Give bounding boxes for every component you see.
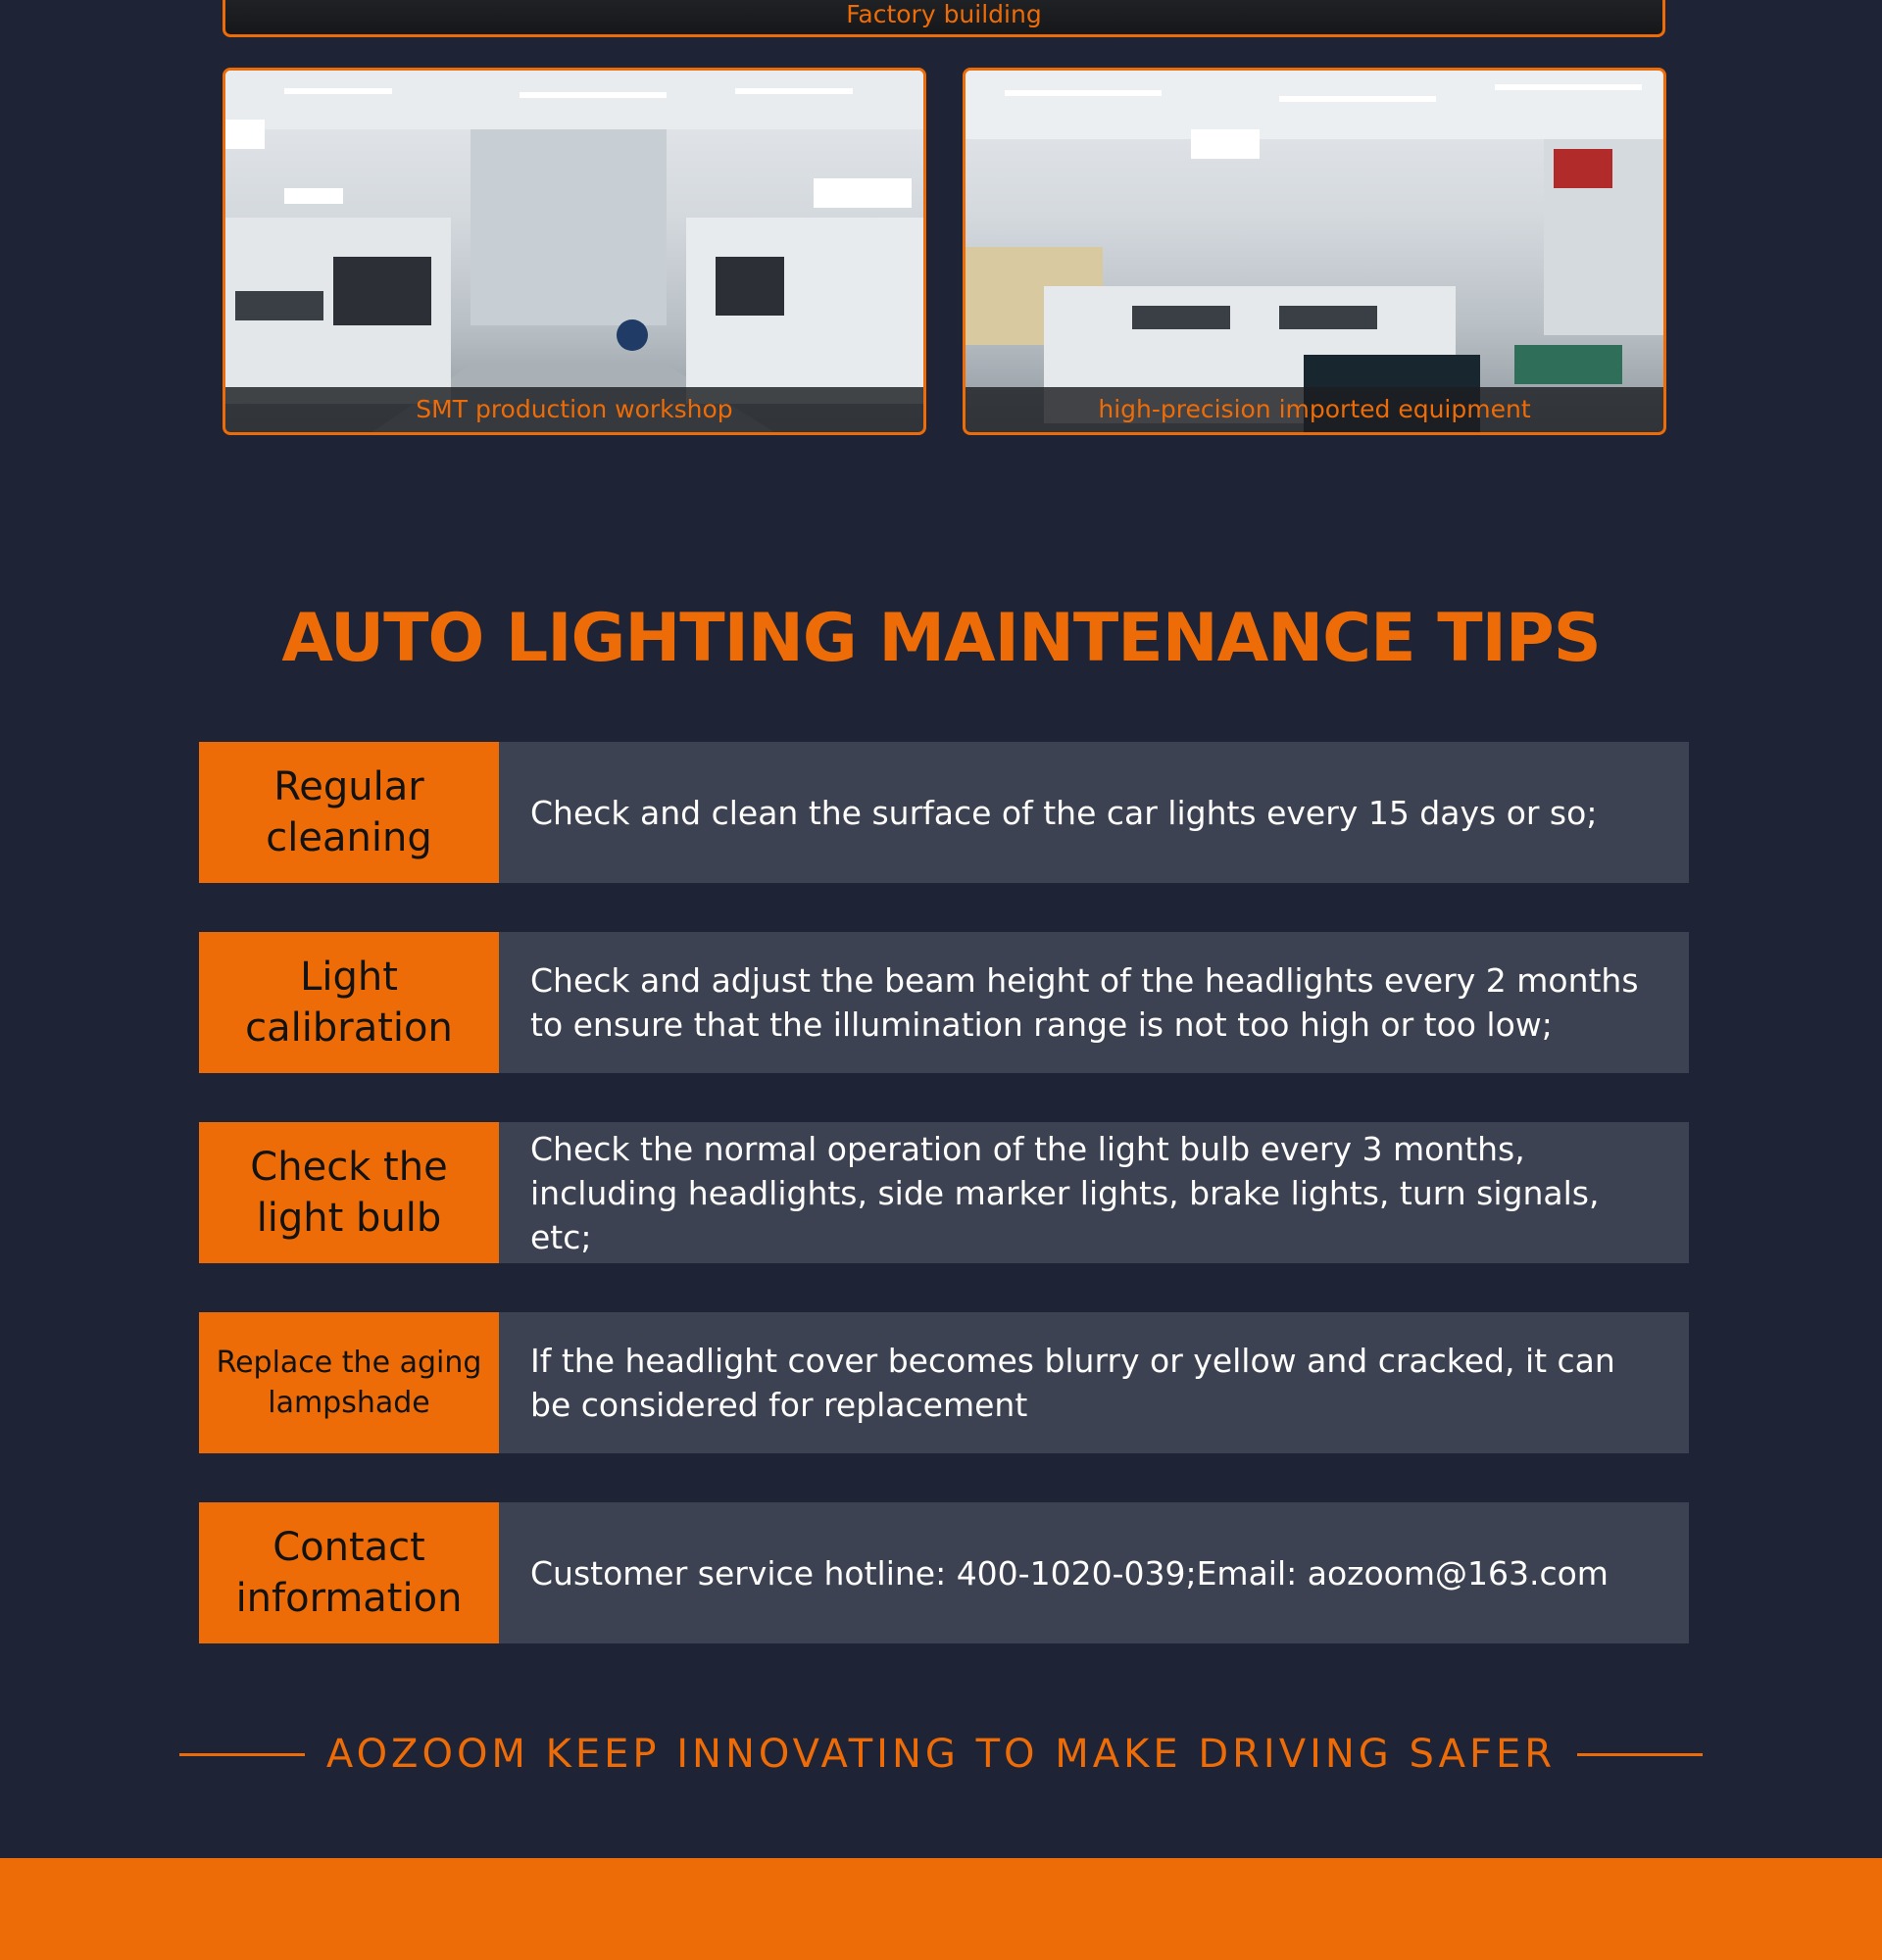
tip-description: Check and adjust the beam height of the headlights every 2 months to ensure that the illumination range is not too high or too low; [499, 932, 1689, 1073]
tip-label: Check the light bulb [199, 1122, 499, 1263]
equipment-photo [963, 68, 1666, 435]
footer-accent-bar [0, 1858, 1882, 1960]
smt-workshop-photo [223, 68, 926, 435]
tip-label: Replace the aging lampshade [199, 1312, 499, 1453]
tip-description: If the headlight cover becomes blurry or yellow and cracked, it can be considered for replacement [499, 1312, 1689, 1453]
photo-caption: Factory building [846, 0, 1042, 28]
slogan-divider-right [1577, 1753, 1703, 1756]
photo-caption: SMT production workshop [225, 387, 923, 432]
section-title: AUTO LIGHTING MAINTENANCE TIPS [281, 600, 1601, 677]
tip-description: Check and clean the surface of the car lights every 15 days or so; [499, 742, 1689, 883]
tip-label: Light calibration [199, 932, 499, 1073]
tip-row-regular-cleaning [199, 742, 1689, 883]
slogan [0, 1730, 1882, 1779]
tip-label: Regular cleaning [199, 742, 499, 883]
tip-row-light-calibration [199, 932, 1689, 1073]
tip-description: Customer service hotline: 400-1020-039;Email: aozoom@163.com [499, 1502, 1689, 1643]
equipment-illustration [966, 71, 1663, 432]
tip-row-contact-information [199, 1502, 1689, 1643]
workshop-illustration [225, 71, 923, 432]
tip-row-replace-lampshade [199, 1312, 1689, 1453]
photo-caption: high-precision imported equipment [966, 387, 1663, 432]
slogan-text: AOZOOM KEEP INNOVATING TO MAKE DRIVING SAFER [325, 1732, 1557, 1777]
factory-building-photo [223, 0, 1665, 37]
tip-row-check-bulb [199, 1122, 1689, 1263]
tip-description: Check the normal operation of the light bulb every 3 months, including headlights, side marker lights, brake lights, turn signals, etc; [499, 1122, 1689, 1263]
tip-label: Contact information [199, 1502, 499, 1643]
slogan-divider-left [179, 1753, 305, 1756]
